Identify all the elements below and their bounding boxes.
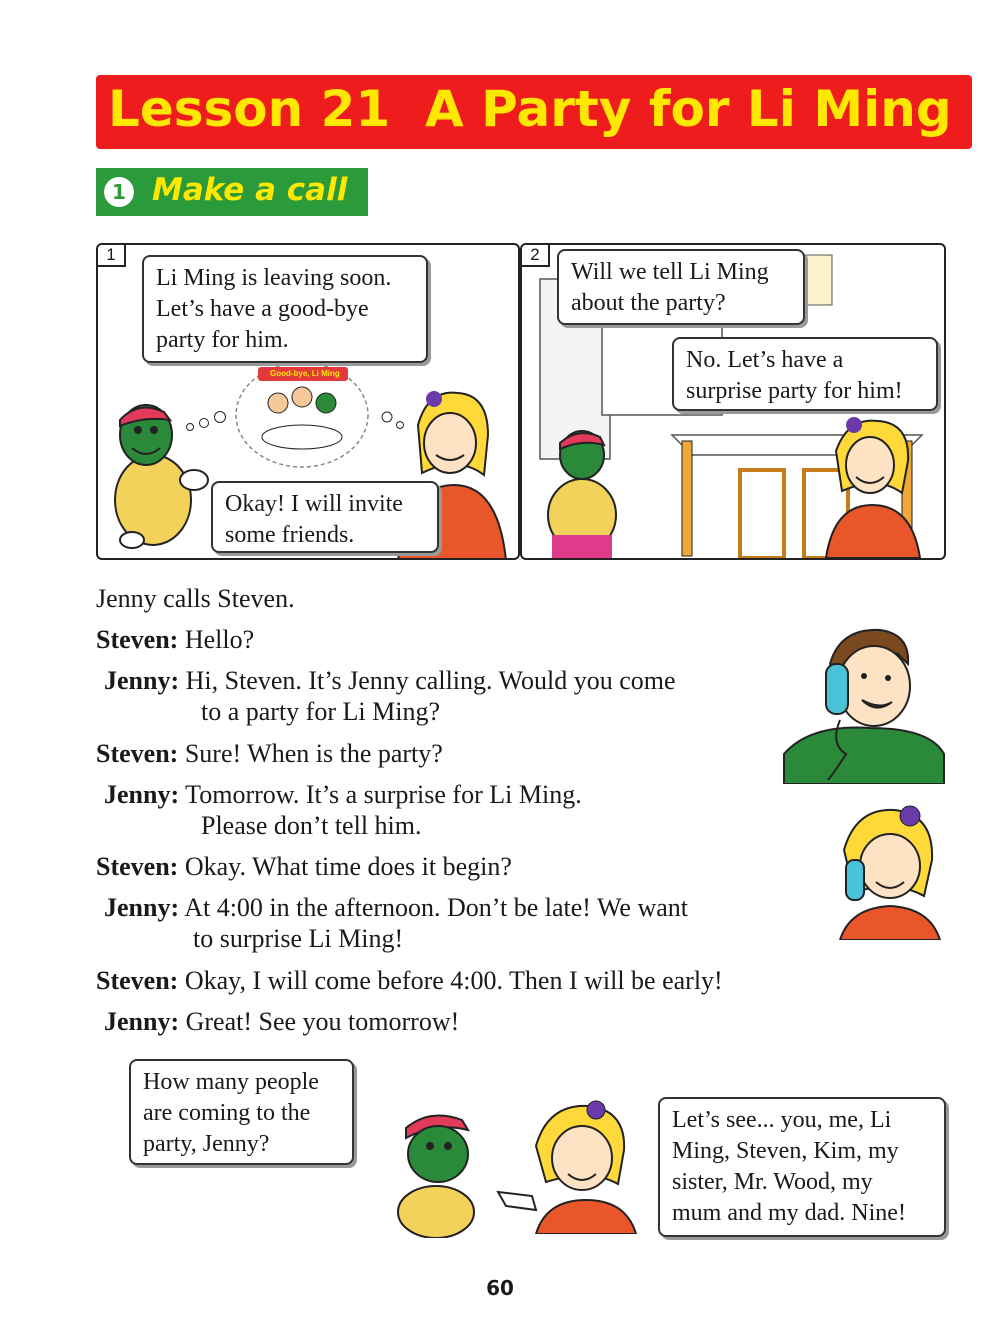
section-title: Make a call [152,172,348,208]
bubble-line: No. Let’s have a [686,347,844,373]
dialogue-line [96,738,443,769]
speech-bubble [672,337,938,411]
dialogue-intro: Jenny calls Steven. [96,584,295,613]
bubble-line: Li Ming is leaving soon. [156,265,392,291]
speaker-name: Steven: [96,625,179,654]
dialogue-text: Sure! When is the party? [184,739,443,768]
bubble-line: Let’s see... you, me, Li [672,1107,892,1133]
bubble-line: How many people [143,1069,319,1095]
speaker-name: Jenny: [104,1007,180,1036]
dialogue-text: At 4:00 in the afternoon. Don’t be late! We want [184,893,689,922]
dialogue-text: Great! See you tomorrow! [185,1007,460,1036]
dialogue-text-continued: Please don’t tell him. [201,811,422,840]
dialogue-text: Hello? [184,625,255,654]
dialogue-line [104,1006,459,1037]
dialogue-line [104,779,582,841]
dialogue-text: Tomorrow. It’s a surprise for Li Ming. [185,780,582,809]
jenny-illustration [812,415,944,558]
panel-number: 1 [98,245,126,267]
dialogue-line [96,851,512,882]
speaker-name: Jenny: [104,666,180,695]
speaker-name: Jenny: [104,780,180,809]
comic-panel-1 [96,243,520,560]
speaker-name: Steven: [96,739,179,768]
bubble-line: surprise party for him! [686,378,903,404]
jenny-phone-illustration [830,800,946,940]
bubble-line: about the party? [571,290,726,316]
bubble-line: Let’s have a good-bye [156,296,369,322]
party-banner-text: Good-bye, Li Ming [270,369,340,378]
speaker-name: Jenny: [104,893,180,922]
dino-illustration [538,425,628,558]
speech-bubble [129,1059,354,1165]
speaker-name: Steven: [96,966,179,995]
dino-illustration [380,1108,490,1238]
bubble-line: sister, Mr. Wood, my [672,1169,873,1195]
bubble-line: party for him. [156,327,289,353]
speech-bubble [211,481,439,553]
bubble-line: are coming to the [143,1100,311,1126]
bubble-line: some friends. [225,522,355,548]
dialogue-text: Hi, Steven. It’s Jenny calling. Would you come [185,666,676,695]
bubble-line: Ming, Steven, Kim, my [672,1138,899,1164]
speech-bubble [557,249,805,325]
dialogue-line [96,624,254,655]
jenny-illustration [496,1100,656,1234]
speech-bubble [658,1097,946,1237]
panel-number: 2 [522,245,550,267]
dialogue-text: Okay, I will come before 4:00. Then I will be early! [184,966,723,995]
speaker-name: Steven: [96,852,179,881]
speech-bubble [142,255,428,363]
dialogue-text-continued: to surprise Li Ming! [193,924,404,953]
page-number: 60 [486,1276,514,1300]
dialogue-line [104,892,688,954]
bubble-line: Okay! I will invite [225,491,403,517]
dialogue-text-continued: to a party for Li Ming? [201,697,440,726]
section-number-badge: 1 [104,177,134,207]
bubble-line: party, Jenny? [143,1131,270,1157]
bubble-line: Will we tell Li Ming [571,259,769,285]
lesson-title: Lesson 21 A Party for Li Ming [108,80,952,138]
dialogue-text: Okay. What time does it begin? [184,852,512,881]
dialogue-line [104,665,676,727]
bubble-line: mum and my dad. Nine! [672,1200,906,1226]
steven-phone-illustration [780,624,946,784]
dialogue-line [96,965,723,996]
comic-panel-2 [520,243,946,560]
